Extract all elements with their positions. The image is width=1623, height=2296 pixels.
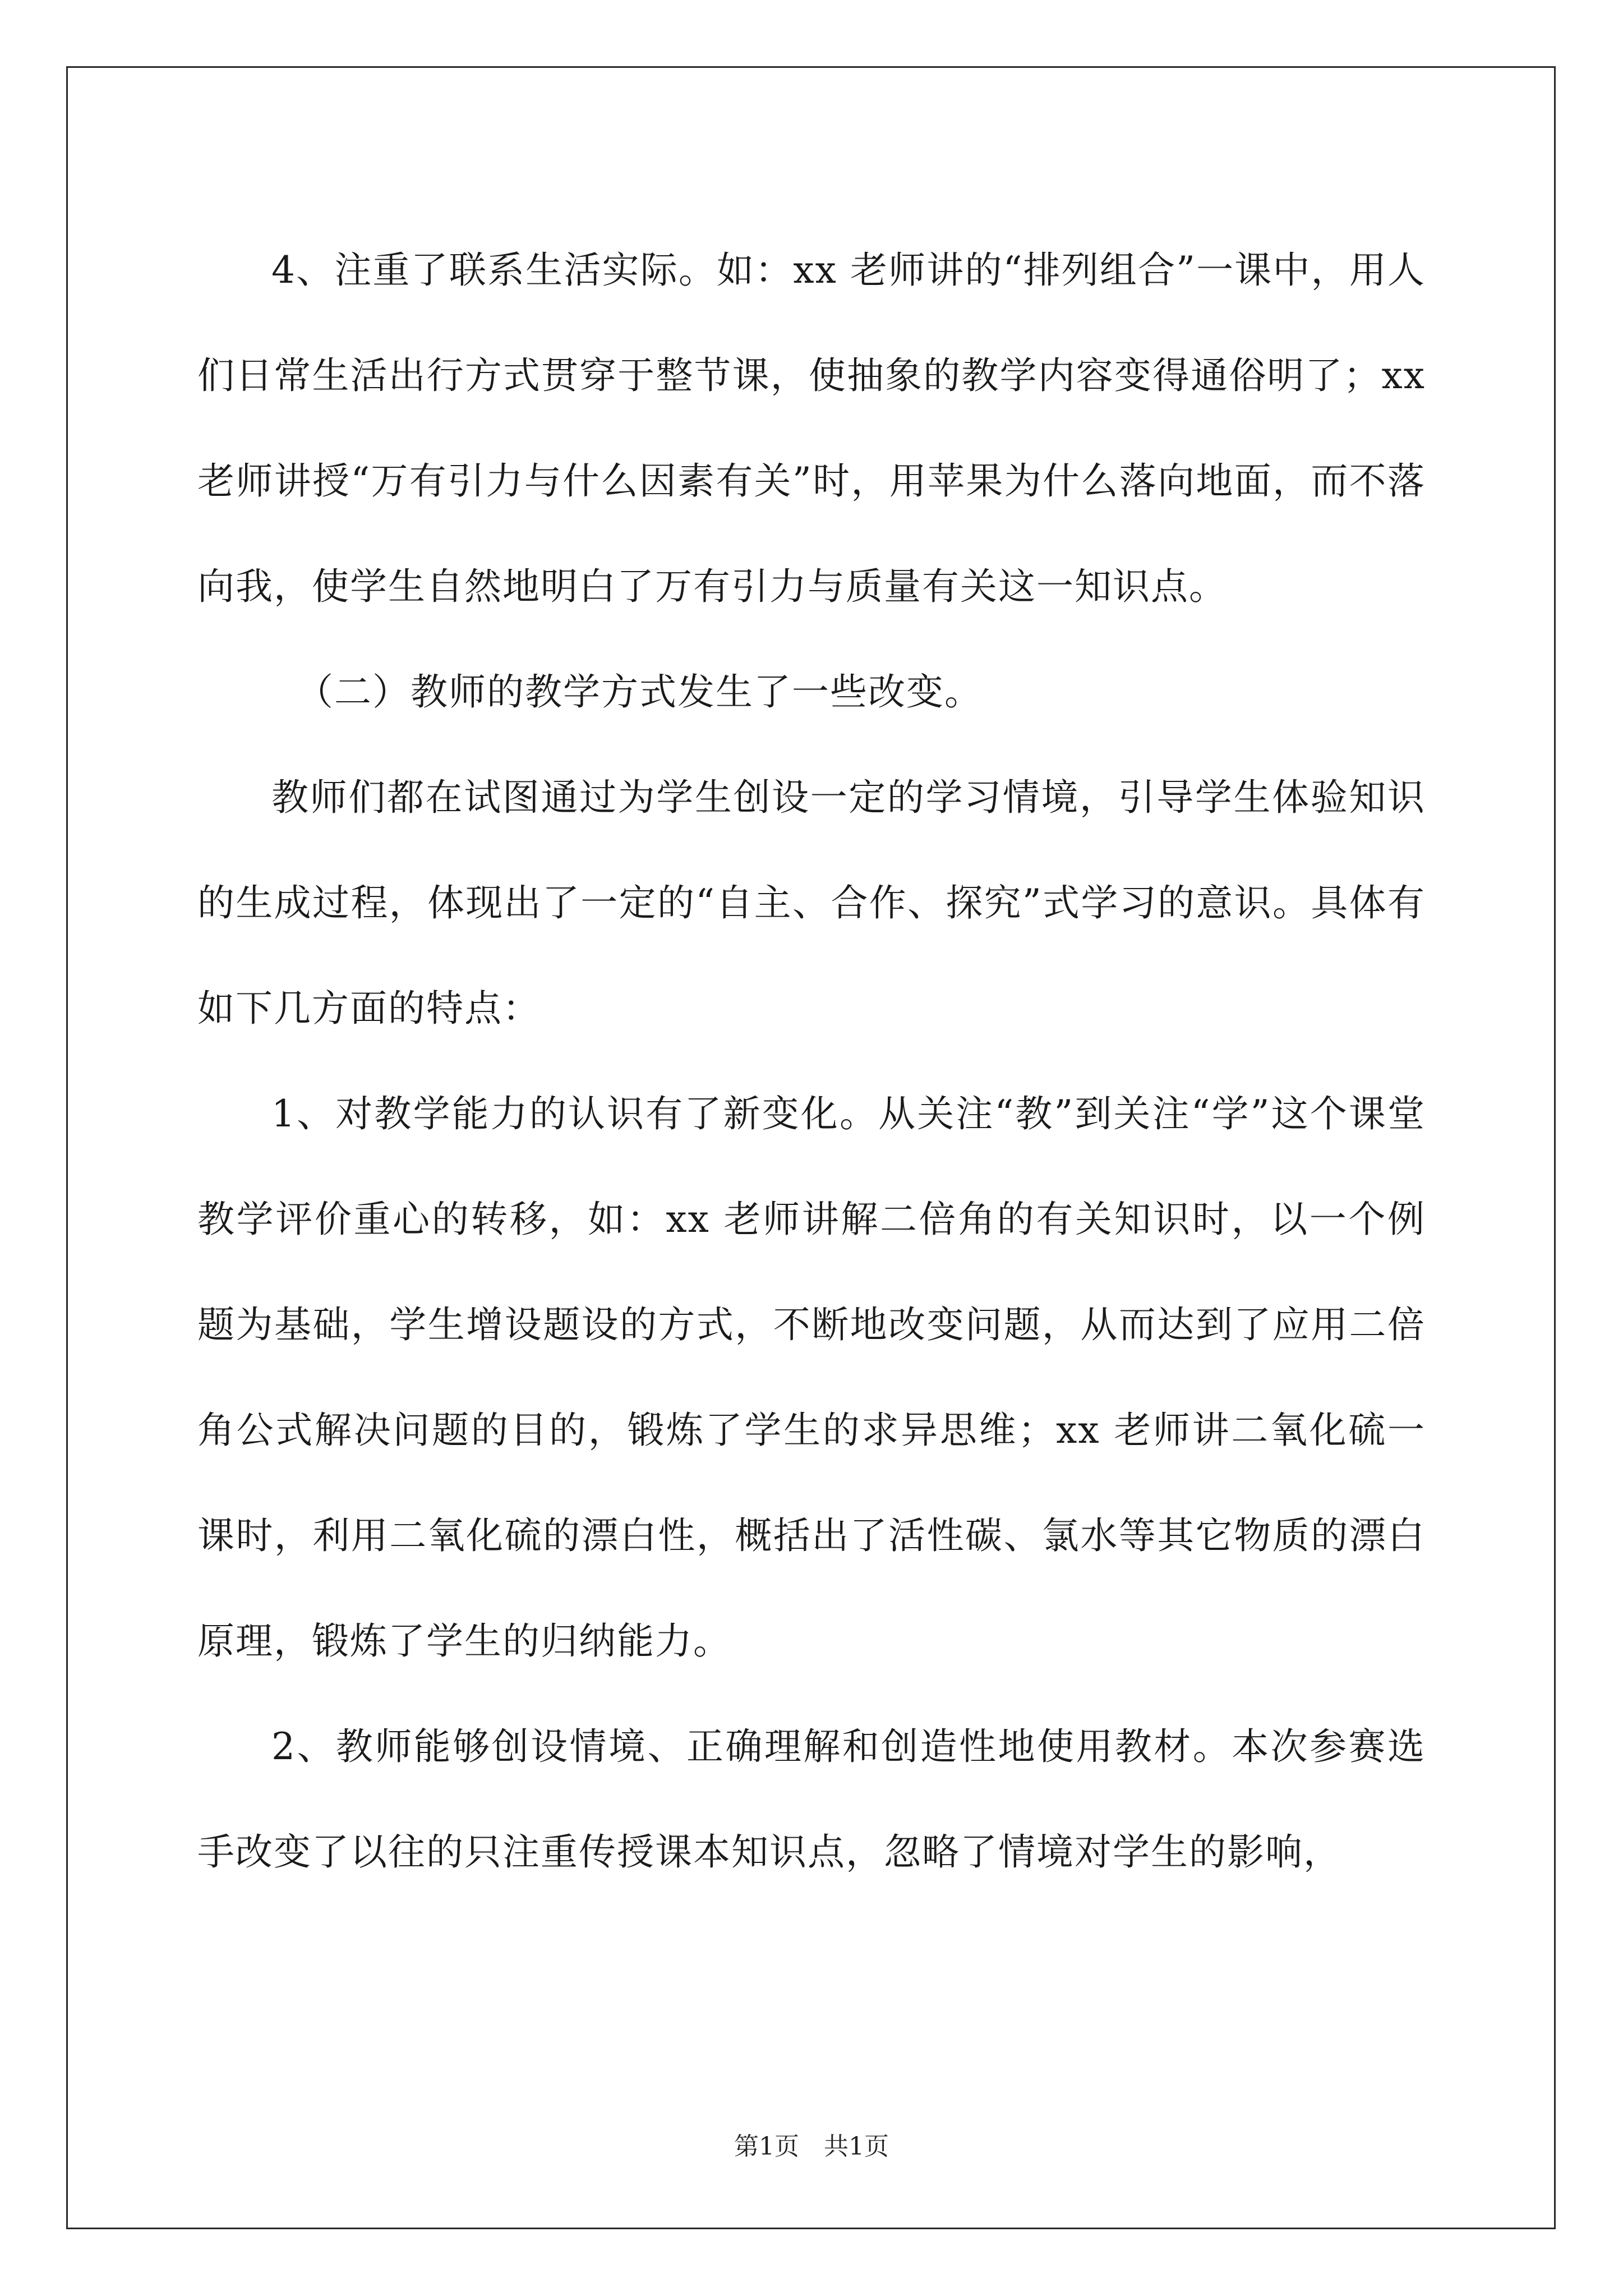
paragraph-creating-situations: 2、教师能够创设情境、正确理解和创造性地使用教材。本次参赛选手改变了以往的只注重传授课本知识点，忽略了情境对学生的影响， xyxy=(197,1725,1426,1874)
page-footer: 第1页 共1页 xyxy=(734,2132,889,2161)
document-body xyxy=(197,218,1426,1905)
paragraph-life-connection: 4、注重了联系生活实际。如：xx 老师讲的“排列组合”一课中，用人们日常生活出行方式贯穿于整节课，使抽象的教学内容变得通俗明了；xx 老师讲授“万有引力与什么因素有关”时，用苹果为什么落向地面，而不落向我，使学生自然地明白了万有引力与质量有关这一知识点。 xyxy=(197,249,1426,608)
paragraph-learning-situations: 教师们都在试图通过为学生创设一定的学习情境，引导学生体验知识的生成过程，体现出了一定的“自主、合作、探究”式学习的意识。具体有如下几方面的特点： xyxy=(197,776,1426,1030)
paragraph-teaching-ability: 1、对教学能力的认识有了新变化。从关注“教”到关注“学”这个课堂教学评价重心的转移，如：xx 老师讲解二倍角的有关知识时，以一个例题为基础，学生增设题设的方式，不断地改变问题，从而达到了应用二倍角公式解决问题的目的，锻炼了学生的求异思维；xx 老师讲二氧化硫一课时，利用二氧化硫的漂白性，概括出了活性碳、氯水等其它物质的漂白原理，锻炼了学生的归纳能力。 xyxy=(197,1092,1426,1663)
section-heading-teaching-methods: （二）教师的教学方式发生了一些改变。 xyxy=(296,670,983,714)
